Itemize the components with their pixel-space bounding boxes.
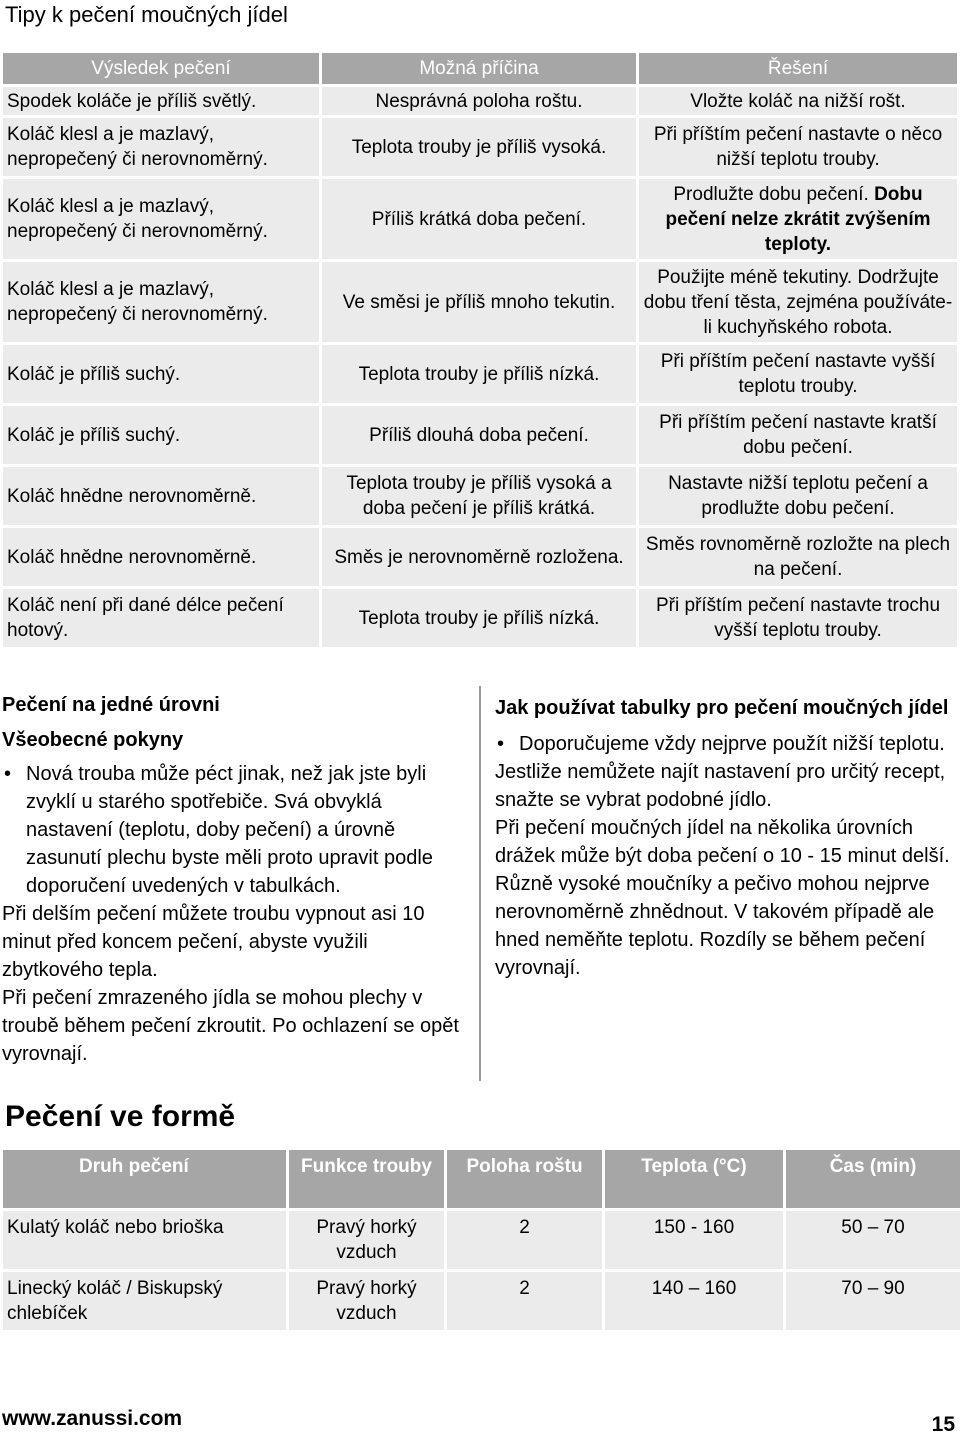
column-header-temperature: Teplota (°C) [605, 1150, 783, 1208]
cause-cell: Směs je nerovnoměrně rozložena. [322, 528, 636, 586]
result-cell: Koláč klesl a je mazlavý, nepropečený či nerovnoměrný. [3, 262, 319, 342]
table-row [3, 345, 957, 403]
tables-usage-section [495, 694, 957, 982]
column-header-solution: Řešení [639, 53, 957, 84]
time-cell: 70 – 90 [786, 1272, 960, 1330]
paragraph: Při pečení zmrazeného jídla se mohou plechy v troubě během pečení zkroutit. Po ochlazení se opět vyrovnají. [2, 987, 459, 1065]
solution-cell: Použijte méně tekutiny. Dodržujte dobu tření těsta, zejména používáte-li kuchyňského robota. [639, 262, 957, 342]
table-row [3, 87, 957, 115]
position-cell: 2 [447, 1272, 602, 1330]
result-cell: Spodek koláče je příliš světlý. [3, 87, 319, 115]
solution-cell: Vložte koláč na nižší rošt. [639, 87, 957, 115]
function-cell: Pravý horký vzduch [289, 1211, 444, 1269]
footer-url: www.zanussi.com [2, 1407, 183, 1430]
cause-cell: Příliš krátká doba pečení. [322, 179, 636, 259]
paragraph: Jestliže nemůžete najít nastavení pro určitý recept, snažte se vybrat podobné jídlo. [495, 761, 946, 811]
paragraph: Při pečení moučných jídel na několika úrovních drážek může být doba pečení o 10 - 15 minut delší. [495, 817, 950, 867]
solution-cell [639, 179, 957, 259]
solution-cell: Při příštím pečení nastavte trochu vyšší teplotu trouby. [639, 589, 957, 647]
cause-cell: Nesprávná poloha roštu. [322, 87, 636, 115]
list-item: • Nová trouba může péct jinak, než jak jste byli zvyklí u starého spotřebiče. Svá obvyklá nastavení (teplotu, doby pečení) a úrovně zasunutí plechu byste měli proto upravit podle doporučení uvedených v tabulkách. [2, 760, 464, 900]
solution-cell: Nastavte nižší teplotu pečení a prodlužte dobu pečení. [639, 467, 957, 525]
solution-cell: Směs rovnoměrně rozložte na plech na pečení. [639, 528, 957, 586]
cause-cell: Příliš dlouhá doba pečení. [322, 406, 636, 464]
table-header-row [3, 53, 957, 84]
cause-cell: Ve směsi je příliš mnoho tekutin. [322, 262, 636, 342]
result-cell: Koláč klesl a je mazlavý, nepropečený či nerovnoměrný. [3, 179, 319, 259]
result-cell: Koláč není při dané délce pečení hotový. [3, 589, 319, 647]
result-cell: Koláč je příliš suchý. [3, 406, 319, 464]
result-cell: Koláč klesl a je mazlavý, nepropečený či nerovnoměrný. [3, 118, 319, 176]
page-number: 15 [931, 1413, 955, 1436]
cause-cell: Teplota trouby je příliš vysoká. [322, 118, 636, 176]
position-cell: 2 [447, 1211, 602, 1269]
type-cell: Kulatý koláč nebo brioška [3, 1211, 286, 1269]
table-row [3, 118, 957, 176]
cause-cell: Teplota trouby je příliš nízká. [322, 345, 636, 403]
table-row [3, 467, 957, 525]
table-row [3, 262, 957, 342]
table-row [3, 528, 957, 586]
column-header-position: Poloha roštu [447, 1150, 602, 1208]
solution-text: Prodlužte dobu pečení. [673, 183, 869, 205]
temperature-cell: 140 – 160 [605, 1272, 783, 1330]
cause-cell: Teplota trouby je příliš nízká. [322, 589, 636, 647]
result-cell: Koláč je příliš suchý. [3, 345, 319, 403]
function-cell: Pravý horký vzduch [289, 1272, 444, 1330]
column-divider [479, 686, 481, 1081]
troubleshooting-table [0, 50, 960, 650]
cause-cell: Teplota trouby je příliš vysoká a doba pečení je příliš krátká. [322, 467, 636, 525]
result-cell: Koláč hnědne nerovnoměrně. [3, 528, 319, 586]
temperature-cell: 150 - 160 [605, 1211, 783, 1269]
column-header-result: Výsledek pečení [3, 53, 319, 84]
solution-cell: Při příštím pečení nastavte o něco nižší teplotu trouby. [639, 118, 957, 176]
column-header-cause: Možná příčina [322, 53, 636, 84]
page-title: Tipy k pečení moučných jídel [5, 2, 288, 27]
baking-table [0, 1147, 960, 1333]
list-item: • Doporučujeme vždy nejprve použít nižší teplotu. [495, 730, 957, 758]
tips-list [495, 730, 957, 758]
column-header-type: Druh pečení [3, 1150, 286, 1208]
table-row [3, 1272, 960, 1330]
table-row [3, 589, 957, 647]
paragraph: Různě vysoké moučníky a pečivo mohou nejprve nerovnoměrně zhnědnout. V takovém případě ale hned neměňte teplotu. Rozdíly se během pečení vyrovnají. [495, 873, 935, 979]
table-row [3, 1211, 960, 1269]
section-heading: Jak používat tabulky pro pečení moučných jídel [495, 697, 949, 719]
general-instructions-heading: Všeobecné pokyny [2, 729, 184, 751]
section-heading: Pečení na jedné úrovni [2, 694, 220, 716]
section-title: Pečení ve formě [5, 1100, 236, 1133]
solution-warning: Dobu pečení nelze zkrátit zvýšením teploty. [665, 183, 931, 255]
table-row [3, 179, 957, 259]
paragraph: Při delším pečení můžete troubu vypnout asi 10 minut před koncem pečení, abyste využili zbytkového tepla. [2, 903, 425, 981]
result-cell: Koláč hnědne nerovnoměrně. [3, 467, 319, 525]
solution-cell: Při příštím pečení nastavte vyšší teplotu trouby. [639, 345, 957, 403]
type-cell: Linecký koláč / Biskupský chlebíček [3, 1272, 286, 1330]
column-header-time: Čas (min) [786, 1150, 960, 1208]
table-header-row [3, 1150, 960, 1208]
single-level-baking-section [2, 694, 464, 1068]
solution-cell: Při příštím pečení nastavte kratší dobu pečení. [639, 406, 957, 464]
table-row [3, 406, 957, 464]
column-header-function: Funkce trouby [289, 1150, 444, 1208]
time-cell: 50 – 70 [786, 1211, 960, 1269]
instructions-list [2, 760, 464, 900]
